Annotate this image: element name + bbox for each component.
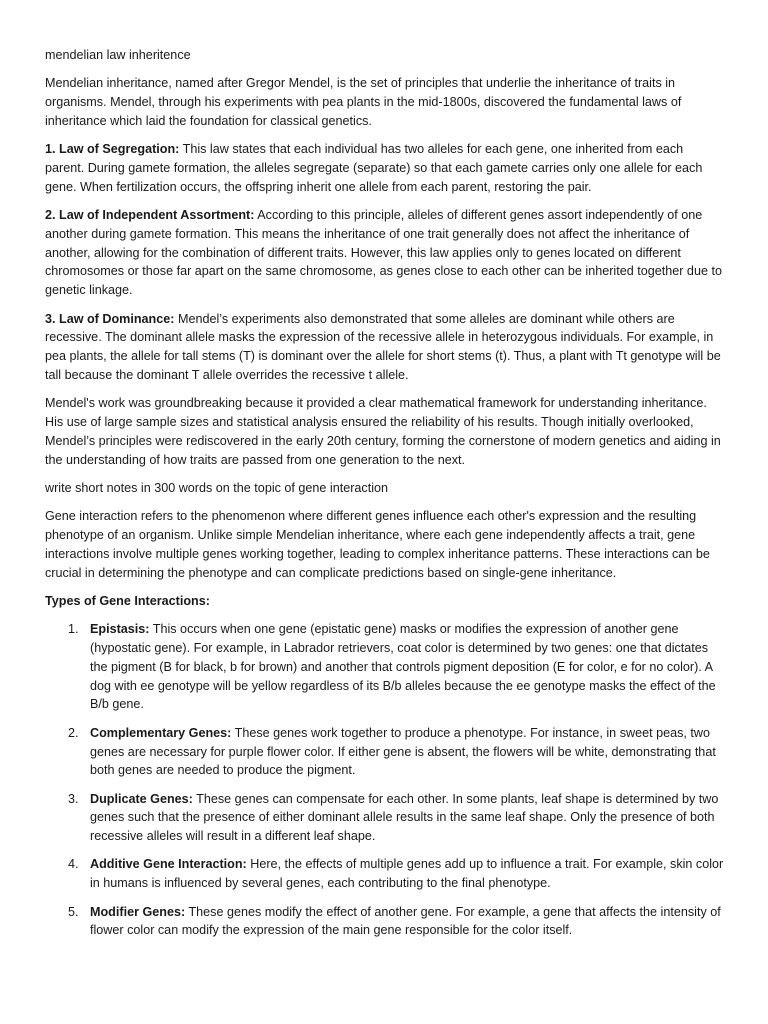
law-independent-assortment-paragraph <box>45 206 725 300</box>
list-item-number: 2. <box>68 725 79 740</box>
document-title: mendelian law inheritence <box>45 48 191 62</box>
gene-interaction-types-list <box>45 620 725 940</box>
list-item-number: 4. <box>68 857 79 872</box>
gene-interaction-intro: Gene interaction refers to the phenomenon where different genes influence each other's expression and the resulting phenotype of an organism. Unlike simple Mendelian inheritance, where each gene independently affects a trait, gene interactions involve multiple genes working together, leading to complex inheritance patterns. These interactions can be crucial in determining the phenotype and can complicate predictions based on single-gene inheritance. <box>45 509 710 580</box>
list-item-heading: Additive Gene Interaction: <box>90 857 247 872</box>
list-item-text: Here, the effects of multiple genes add up to influence a trait. For example, skin color in humans is influenced by several genes, each contributing to the final phenotype. <box>90 857 724 891</box>
document-page <box>45 46 725 950</box>
list-item-heading: Modifier Genes: <box>90 904 186 919</box>
law-dominance-text: Mendel’s experiments also demonstrated that some alleles are dominant while others are recessive. The dominant allele masks the expression of the recessive allele in heterozygous individuals. For example, in pea plants, the allele for tall stems (T) is dominant over the allele for short stems (t). Thus, a plant with Tt genotype will be tall because the dominant T allele overrides the recessive t allele. <box>45 311 721 382</box>
law-segregation-heading: 1. Law of Segregation: <box>45 142 180 157</box>
list-item-text: These genes can compensate for each other. In some plants, leaf shape is determined by two genes such that the presence of either dominant allele results in the same leaf shape. Only the presence of both recessive alleles will result in a different leaf shape. <box>90 791 719 844</box>
list-item-number: 1. <box>68 622 79 637</box>
law-independent-assortment-heading: 2. Law of Independent Assortment: <box>45 208 255 223</box>
list-item-number: 3. <box>68 791 79 806</box>
law-segregation-text: This law states that each individual has two alleles for each gene, one inherited from each parent. During gamete formation, the alleles segregate (separate) so that each gamete carries only one allele for each gene. When fertilization occurs, the offspring inherit one allele from each parent, restoring the pair. <box>45 142 703 194</box>
list-item-heading: Duplicate Genes: <box>90 791 193 806</box>
prompt-line: write short notes in 300 words on the topic of gene interaction <box>45 480 389 495</box>
list-item-duplicate-genes <box>68 790 725 846</box>
list-item-complementary-genes <box>68 724 725 780</box>
list-item-modifier-genes <box>68 903 725 941</box>
conclusion-paragraph: Mendel's work was groundbreaking because it provided a clear mathematical framework for understanding inheritance. His use of large sample sizes and statistical analysis ensured the reliability of his results. Though initially overlooked, Mendel’s principles were rediscovered in the early 20th century, forming the cornerstone of modern genetics and aiding in the understanding of how traits are passed from one generation to the next. <box>45 396 721 467</box>
law-dominance-paragraph <box>45 310 725 385</box>
types-heading-text: Types of Gene Interactions: <box>45 593 210 608</box>
list-item-text: This occurs when one gene (epistatic gene) masks or modifies the expression of another gene (hypostatic gene). For example, in Labrador retrievers, coat color is determined by two genes: one that dictates the pigment (B for black, b for brown) and another that controls pigment deposition (E for color, e for no color). A dog with ee genotype will be yellow regardless of its B/b alleles because the ee genotype masks the effect of the B/b gene. <box>90 622 716 712</box>
types-heading <box>45 592 725 611</box>
list-item-additive-gene-interaction <box>68 855 725 893</box>
list-item-text: These genes modify the effect of another gene. For example, a gene that affects the intensity of flower color can modify the expression of the main gene responsible for the color itself. <box>90 904 721 938</box>
list-item-heading: Epistasis: <box>90 622 150 637</box>
intro-paragraph: Mendelian inheritance, named after Gregor Mendel, is the set of principles that underlie the inheritance of traits in organisms. Mendel, through his experiments with pea plants in the mid-1800s, discovered the fundamental laws of inheritance which laid the foundation for classical genetics. <box>45 76 682 128</box>
list-item-text: These genes work together to produce a phenotype. For instance, in sweet peas, two genes are necessary for purple flower color. If either gene is absent, the flowers will be white, demonstrating that both genes are needed to produce the pigment. <box>90 725 716 778</box>
list-item-number: 5. <box>68 904 79 919</box>
law-segregation-paragraph <box>45 140 725 196</box>
list-item-epistasis <box>68 620 725 714</box>
law-independent-assortment-text: According to this principle, alleles of different genes assort independently of one another during gamete formation. This means the inheritance of one trait generally does not affect the inheritance of another, allowing for the combination of different traits. However, this law applies only to genes located on different chromosomes or those far apart on the same chromosome, as genes close to each other can be inherited together due to genetic linkage. <box>45 208 722 298</box>
law-dominance-heading: 3. Law of Dominance: <box>45 311 175 326</box>
list-item-heading: Complementary Genes: <box>90 725 232 740</box>
